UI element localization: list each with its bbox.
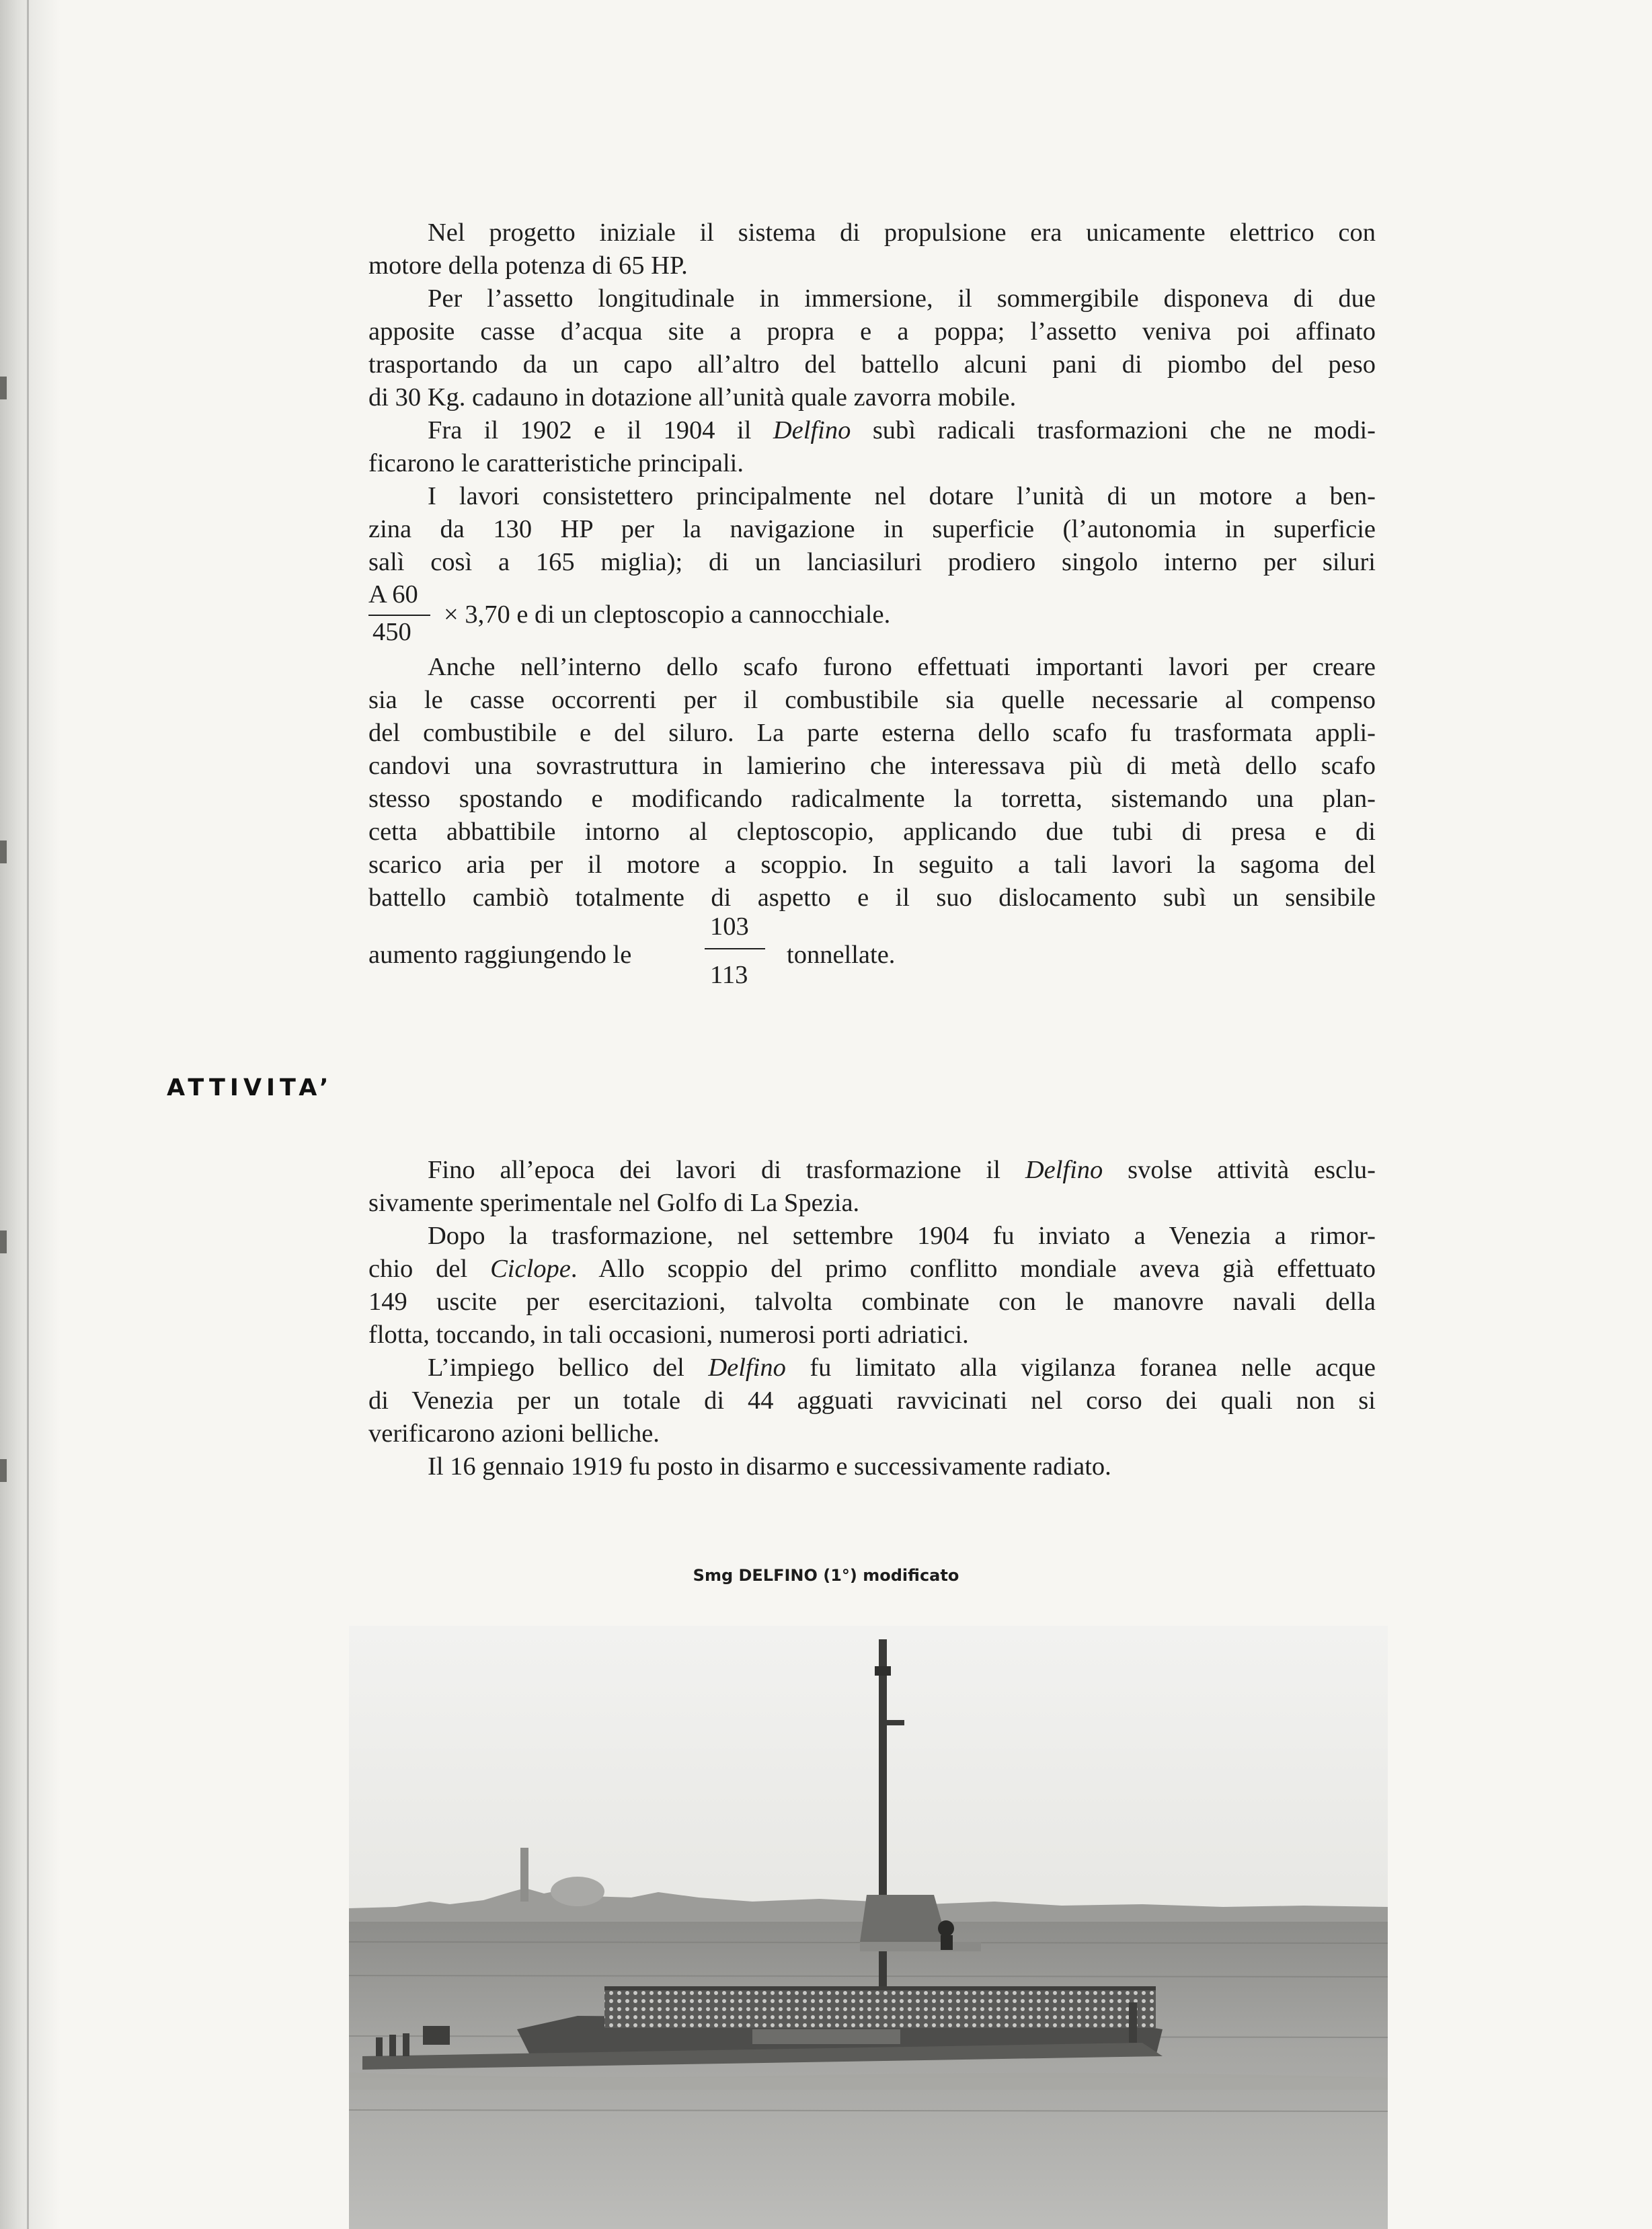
- text-line: di Venezia per un totale di 44 agguati ravvicinati nel corso dei quali non si: [368, 1386, 1376, 1415]
- text-line: motore della potenza di 65 HP.: [368, 251, 688, 280]
- fraction-numerator: A 60: [368, 580, 418, 609]
- text-line: trasportando da un capo all’altro del battello alcuni pani di piombo del peso: [368, 350, 1376, 379]
- binding-mark: [0, 840, 7, 863]
- section-heading: ATTIVITA’: [167, 1074, 333, 1101]
- text-line: chio del Ciclope. Allo scoppio del primo conflitto mondiale aveva già effettuato: [368, 1255, 1376, 1283]
- text-line: apposite casse d’acqua site a propra e a poppa; l’assetto veniva poi affinato: [368, 317, 1376, 346]
- binding-mark: [0, 377, 7, 399]
- tonnage-lead-text: aumento raggiungendo le: [368, 941, 632, 969]
- paragraph: [368, 1450, 1376, 1483]
- text-line: Fra il 1902 e il 1904 il Delfino subì radicali trasformazioni che ne modi-: [428, 416, 1376, 444]
- tonnage-trailing-text: tonnellate.: [787, 941, 896, 969]
- paragraph: [368, 217, 1376, 282]
- text-line: salì così a 165 miglia); di un lanciasiluri prodiero singolo interno per siluri: [368, 548, 1376, 576]
- text-line: Il 16 gennaio 1919 fu posto in disarmo e successivamente radiato.: [428, 1452, 1111, 1481]
- text-block-middle: [368, 651, 1376, 914]
- text-line: L’impiego bellico del Delfino fu limitato alla vigilanza foranea nelle acque: [428, 1354, 1376, 1382]
- paragraph: [368, 1352, 1376, 1450]
- submarine-photo-illustration: [349, 1626, 1388, 2229]
- binding-line: [27, 0, 29, 2229]
- text-line: Anche nell’interno dello scafo furono effettuati importanti lavori per creare: [428, 653, 1376, 681]
- text-line: Fino all’epoca dei lavori di trasformazione il Delfino svolse attività esclu-: [428, 1156, 1376, 1184]
- paragraph: [368, 480, 1376, 579]
- text-block-activity: [368, 1154, 1376, 1483]
- text-block-top: [368, 217, 1376, 579]
- fraction-denominator: 450: [372, 618, 411, 646]
- text-line: zina da 130 HP per la navigazione in superficie (l’autonomia in superficie: [368, 515, 1376, 543]
- binding-mark: [0, 1459, 7, 1482]
- submarine-photo: [349, 1626, 1388, 2229]
- fraction-bar: [705, 948, 765, 949]
- text-line: 149 uscite per esercitazioni, talvolta combinate con le manovre navali della: [368, 1288, 1376, 1316]
- text-line: di 30 Kg. cadauno in dotazione all’unità quale zavorra mobile.: [368, 383, 1017, 412]
- text-line: battello cambiò totalmente di aspetto e il suo dislocamento subì un sensibile: [368, 884, 1376, 912]
- fraction-continuation: × 3,70 e di un cleptoscopio a cannocchiale.: [444, 600, 891, 629]
- text-line: scarico aria per il motore a scoppio. In seguito a tali lavori la sagoma del: [368, 851, 1376, 879]
- text-line: stesso spostando e modificando radicalmente la torretta, sistemando una plan-: [368, 785, 1376, 813]
- text-line: sia le casse occorrenti per il combustibile sia quelle necessarie al compenso: [368, 686, 1376, 714]
- text-line: del combustibile e del siluro. La parte esterna dello scafo fu trasformata appli-: [368, 719, 1376, 747]
- fraction-numerator: 103: [710, 912, 749, 941]
- paragraph: [368, 651, 1376, 914]
- fraction-bar: [368, 615, 430, 616]
- binding-mark: [0, 1230, 7, 1253]
- text-line: flotta, toccando, in tali occasioni, numerosi porti adriatici.: [368, 1321, 969, 1349]
- text-line: Dopo la trasformazione, nel settembre 1904 fu inviato a Venezia a rimor-: [428, 1222, 1376, 1250]
- paragraph: [368, 1154, 1376, 1220]
- text-line: cetta abbattibile intorno al cleptoscopio, applicando due tubi di presa e di: [368, 818, 1376, 846]
- page-spine-shadow: [0, 0, 61, 2229]
- text-line: candovi una sovrastruttura in lamierino che interessava più di metà dello scafo: [368, 752, 1376, 780]
- text-line: verificarono azioni belliche.: [368, 1419, 660, 1448]
- text-line: sivamente sperimentale nel Golfo di La Spezia.: [368, 1189, 860, 1217]
- text-line: Per l’assetto longitudinale in immersione, il sommergibile disponeva di due: [428, 284, 1376, 313]
- text-line: ficarono le caratteristiche principali.: [368, 449, 744, 477]
- photo-caption: Smg DELFINO (1°) modificato: [693, 1566, 959, 1585]
- paragraph: [368, 1220, 1376, 1352]
- text-line: I lavori consistettero principalmente nel dotare l’unità di un motore a ben-: [428, 482, 1376, 510]
- paragraph: [368, 414, 1376, 480]
- paragraph: [368, 282, 1376, 414]
- text-line: Nel progetto iniziale il sistema di propulsione era unicamente elettrico con: [428, 219, 1376, 247]
- fraction-denominator: 113: [710, 961, 748, 989]
